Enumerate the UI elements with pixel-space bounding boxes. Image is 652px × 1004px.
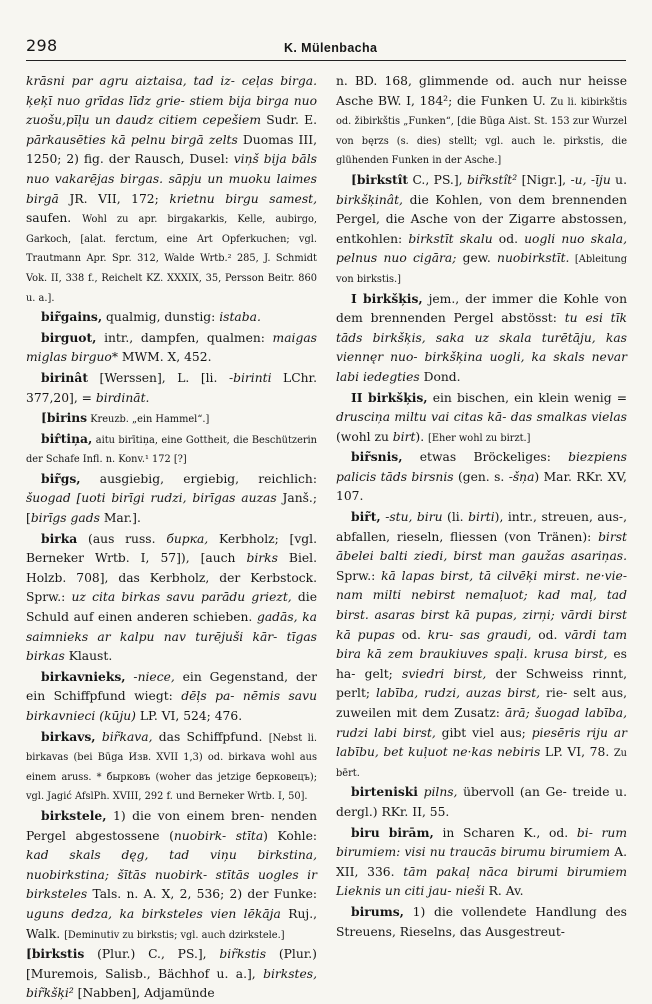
entry-text: birkšķinât, bbox=[336, 192, 403, 207]
entry-text: labība, rudzi, auzas birst, bbox=[375, 686, 541, 701]
entry-text: ārā; šuogad labība, rudzi labi birst, bbox=[336, 706, 627, 740]
entry-text: das Schiffpfund. bbox=[152, 729, 269, 744]
dictionary-entry bbox=[26, 429, 317, 469]
entry-text: ). bbox=[415, 429, 429, 444]
entry-text: übervoll (an Ge- treide u. dergl.) RKr. II, 55. bbox=[336, 785, 627, 819]
entry-text: intr., dampfen, qualmen: bbox=[96, 330, 273, 345]
entry-text: JR. VII, 172; bbox=[58, 191, 170, 206]
entry-text: [Nabben], Adjamünde bbox=[73, 986, 215, 1001]
entry-headword: birka bbox=[41, 530, 78, 546]
entry-headword: birkstele, bbox=[41, 807, 107, 823]
entry-text: od. bbox=[531, 627, 565, 642]
entry-text: Klaust. bbox=[64, 649, 113, 664]
entry-text: birks bbox=[246, 551, 278, 566]
entry-headword: bir̃gs, bbox=[41, 470, 81, 486]
right-column bbox=[336, 72, 627, 990]
entry-text: kā lapas birst, tā cilvēķi mirst. ne·vie- nam milti nebirst nemaļuot; kad maļ, tad birst. asaras birst kā pupas, zirņi; vārdi birst kā pupas bbox=[336, 568, 627, 642]
entry-text: birti bbox=[468, 510, 495, 525]
entry-text: бирка, bbox=[166, 531, 209, 546]
dictionary-entry bbox=[26, 408, 317, 429]
entry-text: A. XII, 336. bbox=[336, 845, 627, 879]
entry-text: (li. bbox=[442, 510, 469, 525]
left-column bbox=[26, 72, 318, 1001]
dictionary-entry bbox=[26, 529, 317, 667]
entry-headword: [birkstis bbox=[26, 946, 85, 962]
entry-text: viņš bija bāls nuo vakarējas birgas. sāpju un muoku laimes birgā bbox=[26, 152, 317, 206]
entry-text: birīgs gads bbox=[30, 511, 100, 526]
entry-text: -u, -īju bbox=[570, 172, 611, 187]
entry-headword: bir̃t, bbox=[351, 509, 381, 525]
entry-text: 1) die vollendete Handlung des Streuens, Rieselns, das Ausgestreut- bbox=[336, 904, 627, 939]
dictionary-entry bbox=[336, 388, 627, 448]
entry-text: od. bbox=[394, 627, 428, 642]
entry-note: [Eher wohl zu birzt.] bbox=[428, 432, 531, 444]
entry-text: ein bischen, ein klein wenig = bbox=[427, 390, 627, 405]
entry-text: birst ābelei balti ziedi, birst man gaužas asariņas. bbox=[336, 529, 627, 564]
entry-text: gibt viel aus; bbox=[435, 725, 532, 740]
entry-text: uz cita birkas savu parādu griezt, bbox=[71, 590, 292, 605]
entry-text: (wohl zu bbox=[336, 429, 393, 444]
entry-text: die Kohlen, von dem brennenden Pergel, die Asche von der Zigarre abstossen, entkohlen: bbox=[336, 192, 627, 246]
entry-text: LChr. 377,20], = bbox=[26, 370, 317, 405]
entry-text: Biel. Holzb. 708], das Kerbholz, der Kerbstock. Sprw.: bbox=[26, 551, 318, 605]
entry-headword: birkavnieks, bbox=[41, 668, 126, 684]
entry-text: kru- sas graudi, bbox=[427, 627, 532, 642]
entry-note: Zu bērt. bbox=[336, 748, 627, 779]
entry-headword: biru birām, bbox=[351, 824, 434, 840]
entry-headword: birteniski bbox=[351, 784, 418, 800]
entry-text: bir̃kava, bbox=[95, 729, 153, 744]
dictionary-entry bbox=[336, 170, 627, 289]
dictionary-entry bbox=[336, 447, 627, 507]
entry-text: die Schuld auf einen anderen schieben. bbox=[26, 590, 317, 625]
dictionary-entry bbox=[26, 368, 317, 408]
entry-text: pārkausēties kā pelnu birgā zelts bbox=[26, 132, 238, 147]
entry-text: n. BD. 168, glimmende od. auch nur heisse Asche BW. I, 184²; die Funken U. bbox=[336, 74, 627, 108]
entry-text: drusciņa miltu vai citas kā- das smalkas vielas bbox=[336, 410, 627, 425]
entry-text: uguns dedza, ka birksteles vien lēkāja bbox=[26, 906, 281, 921]
entry-text: ) Kohle: bbox=[263, 828, 317, 843]
entry-text: pilns, bbox=[417, 785, 458, 800]
entry-text: 1) die von einem bren- nenden Pergel abgestossene ( bbox=[26, 808, 317, 843]
entry-text: šuogad [uoti birīgi rudzi, birīgas auzas bbox=[26, 491, 277, 506]
entry-text: Tals. n. A. X, 2, 536; 2) der Funke: bbox=[87, 887, 317, 902]
entry-text: Sudr. E. bbox=[260, 113, 317, 128]
entry-headword: I birkšķis, bbox=[351, 290, 423, 306]
entry-note: [Ableitung von birkstis.] bbox=[336, 254, 627, 285]
entry-note: Wohl zu apr. birgakarkis, Kelle, aubirgo, Garkoch, [alat. ferctum, eine Art Opferkuchen; vgl. Trautmann Apr. Spr. 312, Walde Wrtb.² 285, J. Schmidt Vok. II, 338 f., Reichelt KZ. XXXIX, 35, Persson Beitr. 860 u. a.]. bbox=[26, 214, 317, 304]
entry-text: rie- selt aus, zuweilen mit dem Zusatz: bbox=[336, 686, 627, 720]
entry-text: [Werssen], L. [li. bbox=[88, 370, 229, 385]
entry-headword: bir̃snis, bbox=[351, 449, 403, 465]
entry-text: nuobirk- stīta bbox=[173, 828, 264, 843]
entry-text: Sprw.: bbox=[336, 568, 382, 583]
entry-text: ein Gegenstand, der ein Schiffpfund wiegt: bbox=[26, 669, 317, 704]
entry-text: bir̃kstis bbox=[219, 947, 267, 962]
entry-headword: bir̃gains, bbox=[41, 309, 103, 325]
entry-text: (aus russ. bbox=[77, 531, 167, 546]
entry-text: gadās, ka saimnieks ar kalpu nav turējuši kār- tīgas birkas bbox=[26, 610, 317, 664]
dictionary-entry bbox=[26, 667, 317, 727]
entry-text: biezpiens palicis tāds birsnis bbox=[336, 450, 627, 484]
entry-text: krietnu birgu samest, bbox=[169, 191, 317, 206]
entry-text: -birinti bbox=[228, 370, 272, 385]
entry-text: tām pakaļ nāca birumi birumiem Lieknis un citi jau- nieši bbox=[336, 864, 627, 899]
dictionary-entry bbox=[336, 507, 627, 782]
entry-text: (Plur.) [Muremois, Salisb., Bächhof u. a.], bbox=[26, 947, 317, 981]
entry-text: qualmig, dunstig: bbox=[102, 310, 220, 325]
entry-text: etwas Bröckeliges: bbox=[402, 450, 569, 465]
entry-text: LP. VI, 524; 476. bbox=[135, 709, 243, 723]
entry-text: nuobirkstīt. bbox=[497, 251, 570, 266]
page-header bbox=[26, 30, 626, 61]
entry-text: es ha- gelt; bbox=[336, 647, 627, 681]
entry-text: birkstīt skalu bbox=[408, 231, 493, 246]
entry-text: vārdi tam bira kā zem braukiuves spaļi. krusa birst, bbox=[336, 627, 627, 662]
entry-text: Janš.; [ bbox=[26, 491, 317, 526]
dictionary-entry bbox=[336, 823, 627, 902]
dictionary-entry bbox=[336, 902, 627, 942]
entry-text: Dond. bbox=[419, 369, 461, 384]
entry-note: Kreuzb. „ein Hammel“.] bbox=[87, 414, 210, 426]
entry-text: birt bbox=[392, 429, 416, 444]
entry-headword: II birkšķis, bbox=[351, 389, 428, 405]
entry-headword: [birkstît bbox=[351, 171, 409, 187]
running-head: K. Mülenbacha bbox=[284, 41, 378, 55]
entry-text: u. bbox=[610, 172, 627, 187]
entry-text: MWM. X, 452. bbox=[117, 350, 212, 365]
entry-text: istaba. bbox=[219, 310, 261, 325]
entry-headword: birinât bbox=[41, 369, 89, 385]
entry-note: [Nebst li. birkavas (bei Būga Изв. XVII 1,3) od. birkava wohl aus einem aruss. * бырковъ (woher das jetzige берковецъ); vgl. Jagić AfslPh. XVIII, 292 f. und Berneker Wrtb. I, 50]. bbox=[26, 732, 317, 803]
entry-text: piesēris riju ar labību, bet kuļuot ne·kas nebiris bbox=[336, 725, 627, 760]
entry-text: gew. bbox=[456, 251, 498, 266]
entry-text: uogli nuo skala, pelnus nuo cigāra; bbox=[336, 231, 627, 266]
entry-text: -niece, bbox=[125, 669, 183, 684]
entry-text: Mar.]. bbox=[99, 511, 141, 526]
dictionary-entry bbox=[26, 72, 317, 307]
entry-text: ), intr., streuen, aus-, abfallen, rieseln, fliessen (von Tränen): bbox=[336, 510, 627, 544]
entry-text: ) Mar. RKr. XV, 107. bbox=[336, 469, 627, 504]
entry-text: [Nigr.], bbox=[517, 172, 571, 187]
entry-text: od. bbox=[492, 231, 525, 246]
entry-text: -šņa bbox=[508, 469, 535, 484]
dictionary-entry bbox=[26, 469, 317, 529]
dictionary-entry bbox=[26, 307, 317, 328]
entry-text: tu esi tīk tāds birkšķis, saka uz skala turētāju, kas viennęr nuo- birkšķina uogli, ka skals nevar labi iedegties bbox=[336, 311, 627, 384]
entry-text: dēļs pa- nēmis savu birkavnieci (kūju) bbox=[26, 689, 317, 723]
entry-note: Zu li. kibirkštis od. žibirkštis „Funken“, [die Būga Aist. St. 153 zur Wurzel von bęrzs (s. dies) stellt; vgl. auch le. pirkstis, die glühenden Funken in der Asche.] bbox=[336, 96, 627, 167]
entry-headword: bir̂tiņa, bbox=[41, 430, 93, 446]
entry-text: in Scharen K., od. bbox=[433, 825, 577, 840]
entry-note: [Deminutiv zu birkstis; vgl. auch dzirkstele.] bbox=[64, 929, 285, 941]
entry-text: Duomas III, 1250; 2) fig. der Rausch, Dusel: bbox=[26, 132, 317, 167]
entry-text: Kerbholz; [vgl. Berneker Wrtb. I, 57]), [auch bbox=[26, 531, 317, 566]
dictionary-entry bbox=[26, 328, 317, 368]
entry-text: birdināt. bbox=[95, 390, 150, 405]
entry-text: birkstes, bir̃kšķi² bbox=[26, 966, 317, 1001]
entry-headword: birguot, bbox=[41, 329, 97, 345]
page-number: 298 bbox=[26, 36, 58, 55]
entry-text: sviedri birst, bbox=[402, 666, 487, 681]
dictionary-entry bbox=[336, 72, 627, 170]
dictionary-entry bbox=[26, 944, 317, 1004]
entry-text: R. Av. bbox=[484, 884, 524, 899]
entry-text: (Plur.) C., PS.], bbox=[84, 947, 220, 962]
entry-headword: [birins bbox=[41, 410, 88, 426]
entry-headword: birkavs, bbox=[41, 728, 96, 744]
entry-text: krāsni par agru aiztaisa, tad iz- ceļas birga. ķeķī nuo grīdas līdz grie- stiem bija birga nuo zuošu,pīļu un daudz citiem cepešiem bbox=[26, 74, 317, 128]
entry-text: LP. VI, 78. bbox=[540, 745, 614, 760]
entry-text: der Schweiss rinnt, perlt; bbox=[336, 666, 628, 701]
entry-text: bi- rum birumiem: visi nu traucās birumu birumiem bbox=[336, 825, 627, 860]
entry-text: maigas miglas birguo* bbox=[26, 330, 317, 365]
dictionary-entry bbox=[336, 289, 627, 388]
entry-text: C., PS.], bbox=[408, 172, 467, 187]
entry-text: ausgiebig, ergiebig, reichlich: bbox=[80, 471, 317, 486]
entry-text: bir̃kstît² bbox=[466, 172, 518, 187]
dictionary-entry bbox=[26, 727, 317, 806]
entry-headword: birums, bbox=[351, 903, 404, 919]
dictionary-entry bbox=[26, 806, 317, 944]
entry-text: jem., der immer die Kohle von dem brennenden Pergel abstösst: bbox=[336, 291, 628, 326]
entry-note: aitu birītiņa, eine Gottheit, die Beschützerin der Schafe Infl. n. Konv.¹ 172 [?] bbox=[26, 434, 317, 466]
entry-text: (gen. s. bbox=[453, 469, 509, 484]
entry-text: -stu, biru bbox=[380, 510, 443, 525]
entry-text: saufen. bbox=[26, 211, 83, 226]
entry-text: kad skals dęg, tad viņu birkstina, nuobirkstina; šītās nuobirk- stītās uogles ir birksteles bbox=[26, 848, 317, 902]
dictionary-entry bbox=[336, 782, 627, 822]
entry-text: Ruj., Walk. bbox=[26, 906, 318, 941]
